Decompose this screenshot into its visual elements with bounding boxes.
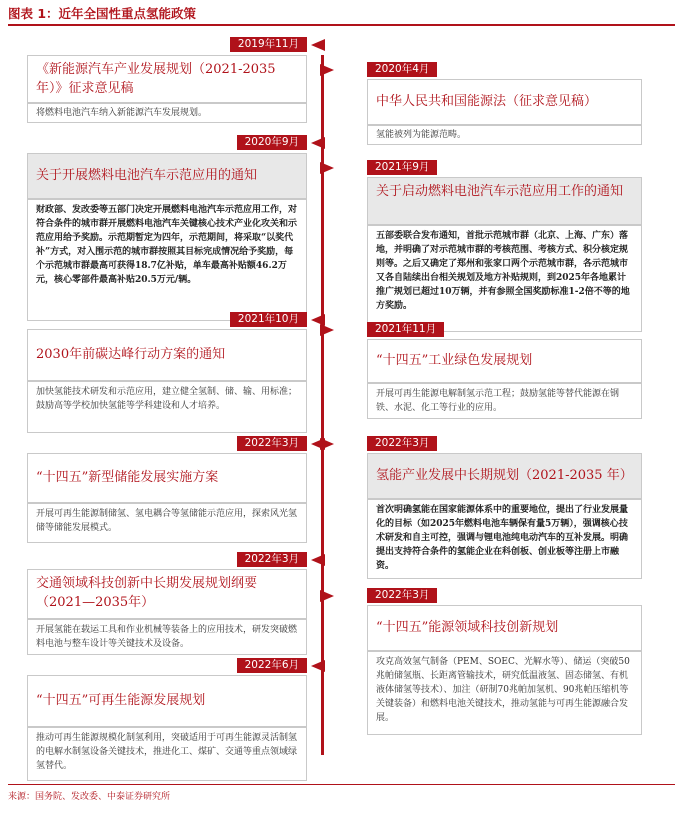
policy-title: “十四五”工业绿色发展规划 (367, 339, 642, 383)
policy-description: 财政部、发改委等五部门决定开展燃料电池汽车示范应用工作，对符合条件的城市群开展燃料电池汽车关键核心技术产业化攻关和示范应用给予奖励。示范期暂定为四年，示范期间，将采取“以奖代补”方式，对入围示范的城市群按照其目标完成情况给予奖励，每个示范城市群最高可获得18.7亿补贴，单车最高补贴额46.2万元，核心零部件最高补贴20.5万元/辆。 (27, 199, 307, 321)
policy-title: 《新能源汽车产业发展规划（2021-2035年）》征求意见稿 (27, 55, 307, 103)
timeline-marker-right (320, 438, 334, 450)
policy-title: 氢能产业发展中长期规划（2021-2035 年） (367, 453, 642, 499)
timeline-marker-left (311, 660, 325, 672)
policy-date: 2022年3月 (367, 588, 437, 603)
policy-description: 首次明确氢能在国家能源体系中的重要地位，提出了行业发展量化的目标（如2025年燃料电池车辆保有量5万辆），强调核心技术研发和自主可控，强调与锂电池纯电动汽车的互补发展。明确提出支持符合条件的氢能企业在科创板、创业板等注册上市融资。 (367, 499, 642, 579)
policy-title: 交通领域科技创新中长期发展规划纲要（2021—2035年） (27, 569, 307, 619)
policy-title: “十四五”可再生能源发展规划 (27, 675, 307, 727)
policy-title: “十四五”新型储能发展实施方案 (27, 453, 307, 503)
timeline-marker-left (311, 137, 325, 149)
timeline-marker-left (311, 554, 325, 566)
policy-title: “十四五”能源领域科技创新规划 (367, 605, 642, 651)
policy-title: 关于开展燃料电池汽车示范应用的通知 (27, 153, 307, 199)
policy-date: 2022年6月 (237, 658, 307, 673)
timeline-marker-right (320, 590, 334, 602)
policy-description: 五部委联合发布通知，首批示范城市群（北京、上海、广东）落地，并明确了对示范城市群的考核范围、考核方式、积分核定规则等。之后又确定了郑州和张家口两个示范城市群，各示范城市又各自陆续出台相关规划及地方补贴规则，到2025年各地累计推广规划已超过10万辆，并有参照全国奖励标准1-2倍不等的地方奖励。 (367, 225, 642, 332)
policy-date: 2021年11月 (367, 322, 444, 337)
figure-title: 图表 1：近年全国性重点氢能政策 (8, 6, 197, 21)
policy-description: 加快氢能技术研发和示范应用，建立健全氢制、储、输、用标准；鼓励高等学校加快氢能等学科建设和人才培养。 (27, 381, 307, 433)
footer-divider (8, 784, 675, 785)
policy-date: 2019年11月 (230, 37, 307, 52)
timeline-marker-left (311, 39, 325, 51)
policy-description: 将燃料电池汽车纳入新能源汽车发展规划。 (27, 103, 307, 123)
timeline-marker-right (320, 324, 334, 336)
policy-date: 2022年3月 (237, 552, 307, 567)
policy-title: 关于启动燃料电池汽车示范应用工作的通知 (367, 177, 642, 225)
timeline-marker-right (320, 64, 334, 76)
policy-date: 2020年9月 (237, 135, 307, 150)
policy-date: 2020年4月 (367, 62, 437, 77)
policy-date: 2022年3月 (237, 436, 307, 451)
source-note: 来源：国务院、发改委、中泰证券研究所 (8, 792, 171, 802)
policy-description: 推动可再生能源规模化制氢利用，突破适用于可再生能源灵活制氢的电解水制氢设备关键技术，推进化工、煤矿、交通等重点领域绿氢替代。 (27, 727, 307, 781)
timeline-axis (321, 55, 324, 755)
policy-description: 攻克高效氢气制备（PEM、SOEC、光解水等）、储运（突破50兆帕储氢瓶、长距离管输技术，研究低温液氢、固态储氢、有机液体储氢等技术）、加注（研制70兆帕加氢机、90兆帕压缩机等关键装备）和燃料电池关键技术，推动氢能与可再生能源融合发展。 (367, 651, 642, 735)
policy-title: 中华人民共和国能源法（征求意见稿） (367, 79, 642, 125)
policy-description: 开展氢能在载运工具和作业机械等装备上的应用技术，研发突破燃料电池与整车设计等关键技术及设备。 (27, 619, 307, 655)
title-divider (8, 24, 675, 26)
policy-title: 2030年前碳达峰行动方案的通知 (27, 329, 307, 381)
policy-description: 开展可再生能源制储氢、氢电耦合等氢储能示范应用，探索风光氢储等储能发展模式。 (27, 503, 307, 543)
policy-date: 2022年3月 (367, 436, 437, 451)
policy-date: 2021年10月 (230, 312, 307, 327)
policy-description: 氢能被列为能源范畴。 (367, 125, 642, 145)
policy-date: 2021年9月 (367, 160, 437, 175)
policy-description: 开展可再生能源电解制氢示范工程；鼓励氢能等替代能源在钢铁、水泥、化工等行业的应用。 (367, 383, 642, 419)
timeline-marker-right (320, 162, 334, 174)
